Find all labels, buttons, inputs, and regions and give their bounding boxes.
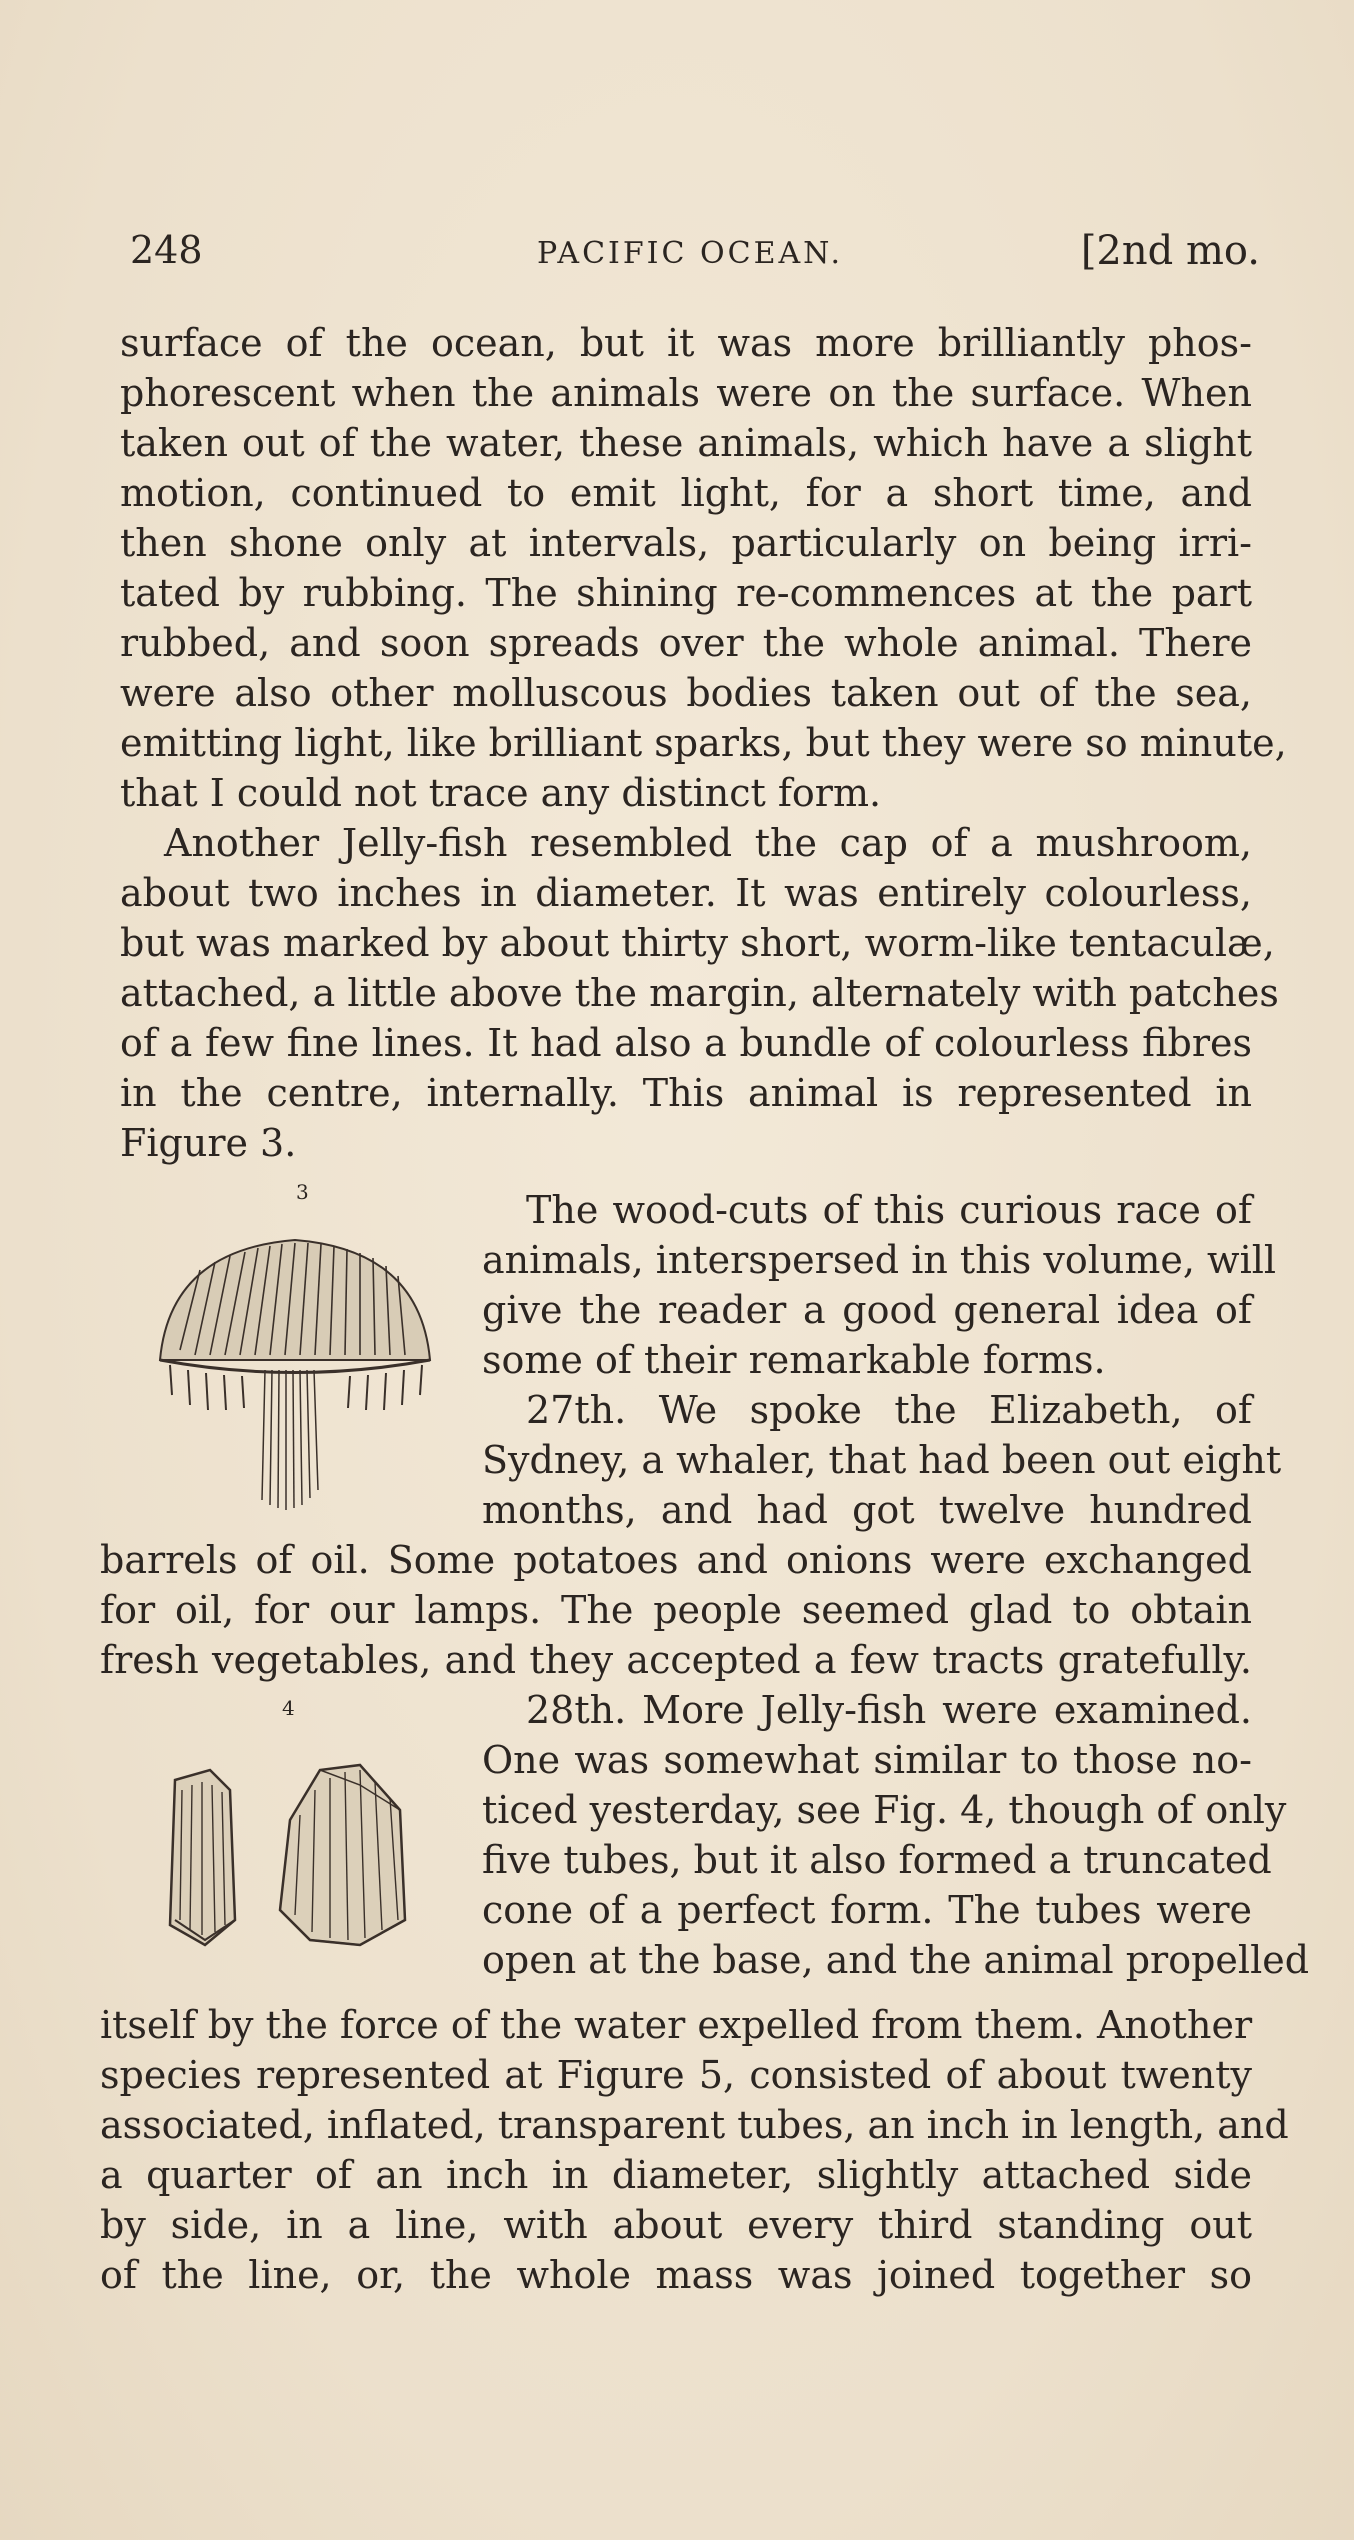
text-line: of the line, or, the whole mass was joined together so — [100, 2253, 1252, 2297]
text-line: One was somewhat similar to those no- — [482, 1738, 1252, 1782]
text-line: species represented at Figure 5, consisted of about twenty — [100, 2053, 1252, 2097]
jellyfish-figure-3-icon — [140, 1210, 450, 1510]
text-line: but was marked by about thirty short, worm-like tentaculæ, — [120, 921, 1275, 965]
jellyfish-figure-4-icon — [160, 1760, 440, 1960]
page-number: 248 — [130, 228, 203, 272]
text-line: 27th. We spoke the Elizabeth, of — [526, 1388, 1252, 1432]
text-line: associated, inflated, transparent tubes, an inch in length, and — [100, 2103, 1289, 2147]
text-line: rubbed, and soon spreads over the whole animal. There — [120, 621, 1252, 665]
figure-3-label: 3 — [296, 1180, 309, 1204]
text-line: in the centre, internally. This animal is represented in — [120, 1071, 1252, 1115]
text-line: emitting light, like brilliant sparks, but they were so minute, — [120, 721, 1287, 765]
text-line: Figure 3. — [120, 1121, 297, 1165]
text-line: some of their remarkable forms. — [482, 1338, 1106, 1382]
text-line: motion, continued to emit light, for a short time, and — [120, 471, 1252, 515]
text-below-figure-4 — [100, 2000, 1289, 2300]
running-title: PACIFIC OCEAN. — [536, 236, 844, 271]
section-marker: [2nd mo. — [1080, 228, 1260, 274]
text-line: five tubes, but it also formed a truncated — [482, 1838, 1272, 1882]
text-line: open at the base, and the animal propelled — [482, 1938, 1310, 1982]
text-line: by side, in a line, with about every third standing out — [100, 2203, 1252, 2247]
text-line: taken out of the water, these animals, which have a slight — [120, 421, 1252, 465]
text-line: barrels of oil. Some potatoes and onions were exchanged — [100, 1538, 1252, 1582]
text-line: about two inches in diameter. It was entirely colourless, — [120, 871, 1252, 915]
text-line: ticed yesterday, see Fig. 4, though of only — [482, 1788, 1287, 1832]
text-line: Another Jelly-fish resembled the cap of a mushroom, — [164, 821, 1252, 865]
text-line: cone of a perfect form. The tubes were — [482, 1888, 1252, 1932]
text-line: tated by rubbing. The shining re-commences at the part — [120, 571, 1252, 615]
text-line: The wood-cuts of this curious race of — [526, 1188, 1252, 1232]
text-line: attached, a little above the margin, alternately with patches — [120, 971, 1279, 1015]
text-line: 28th. More Jelly-fish were examined. — [526, 1688, 1252, 1732]
text-line: were also other molluscous bodies taken out of the sea, — [120, 671, 1252, 715]
paragraph-block-1 — [120, 318, 1287, 1168]
text-line: months, and had got twelve hundred — [482, 1488, 1252, 1532]
text-line: surface of the ocean, but it was more brilliantly phos- — [120, 321, 1252, 365]
page-header — [120, 228, 1260, 288]
text-line: of a few fine lines. It had also a bundle of colourless fibres — [120, 1021, 1252, 1065]
text-line: itself by the force of the water expelled from them. Another — [100, 2003, 1253, 2047]
text-line: for oil, for our lamps. The people seemed glad to obtain — [100, 1588, 1252, 1632]
text-line: give the reader a good general idea of — [482, 1288, 1252, 1332]
text-line: fresh vegetables, and they accepted a few tracts gratefully. — [100, 1638, 1252, 1682]
text-line: animals, interspersed in this volume, will — [482, 1238, 1277, 1282]
text-line: that I could not trace any distinct form. — [120, 771, 882, 815]
text-line: phorescent when the animals were on the surface. When — [120, 371, 1252, 415]
figure-4-label: 4 — [282, 1696, 295, 1720]
text-line: Sydney, a whaler, that had been out eight — [482, 1438, 1282, 1482]
text-line: then shone only at intervals, particularly on being irri- — [120, 521, 1252, 565]
text-beside-figure-4 — [482, 1685, 1310, 1985]
text-line: a quarter of an inch in diameter, slightly attached side — [100, 2153, 1252, 2197]
text-below-figure-3 — [100, 1535, 1252, 1685]
text-beside-figure-3 — [482, 1185, 1282, 1535]
